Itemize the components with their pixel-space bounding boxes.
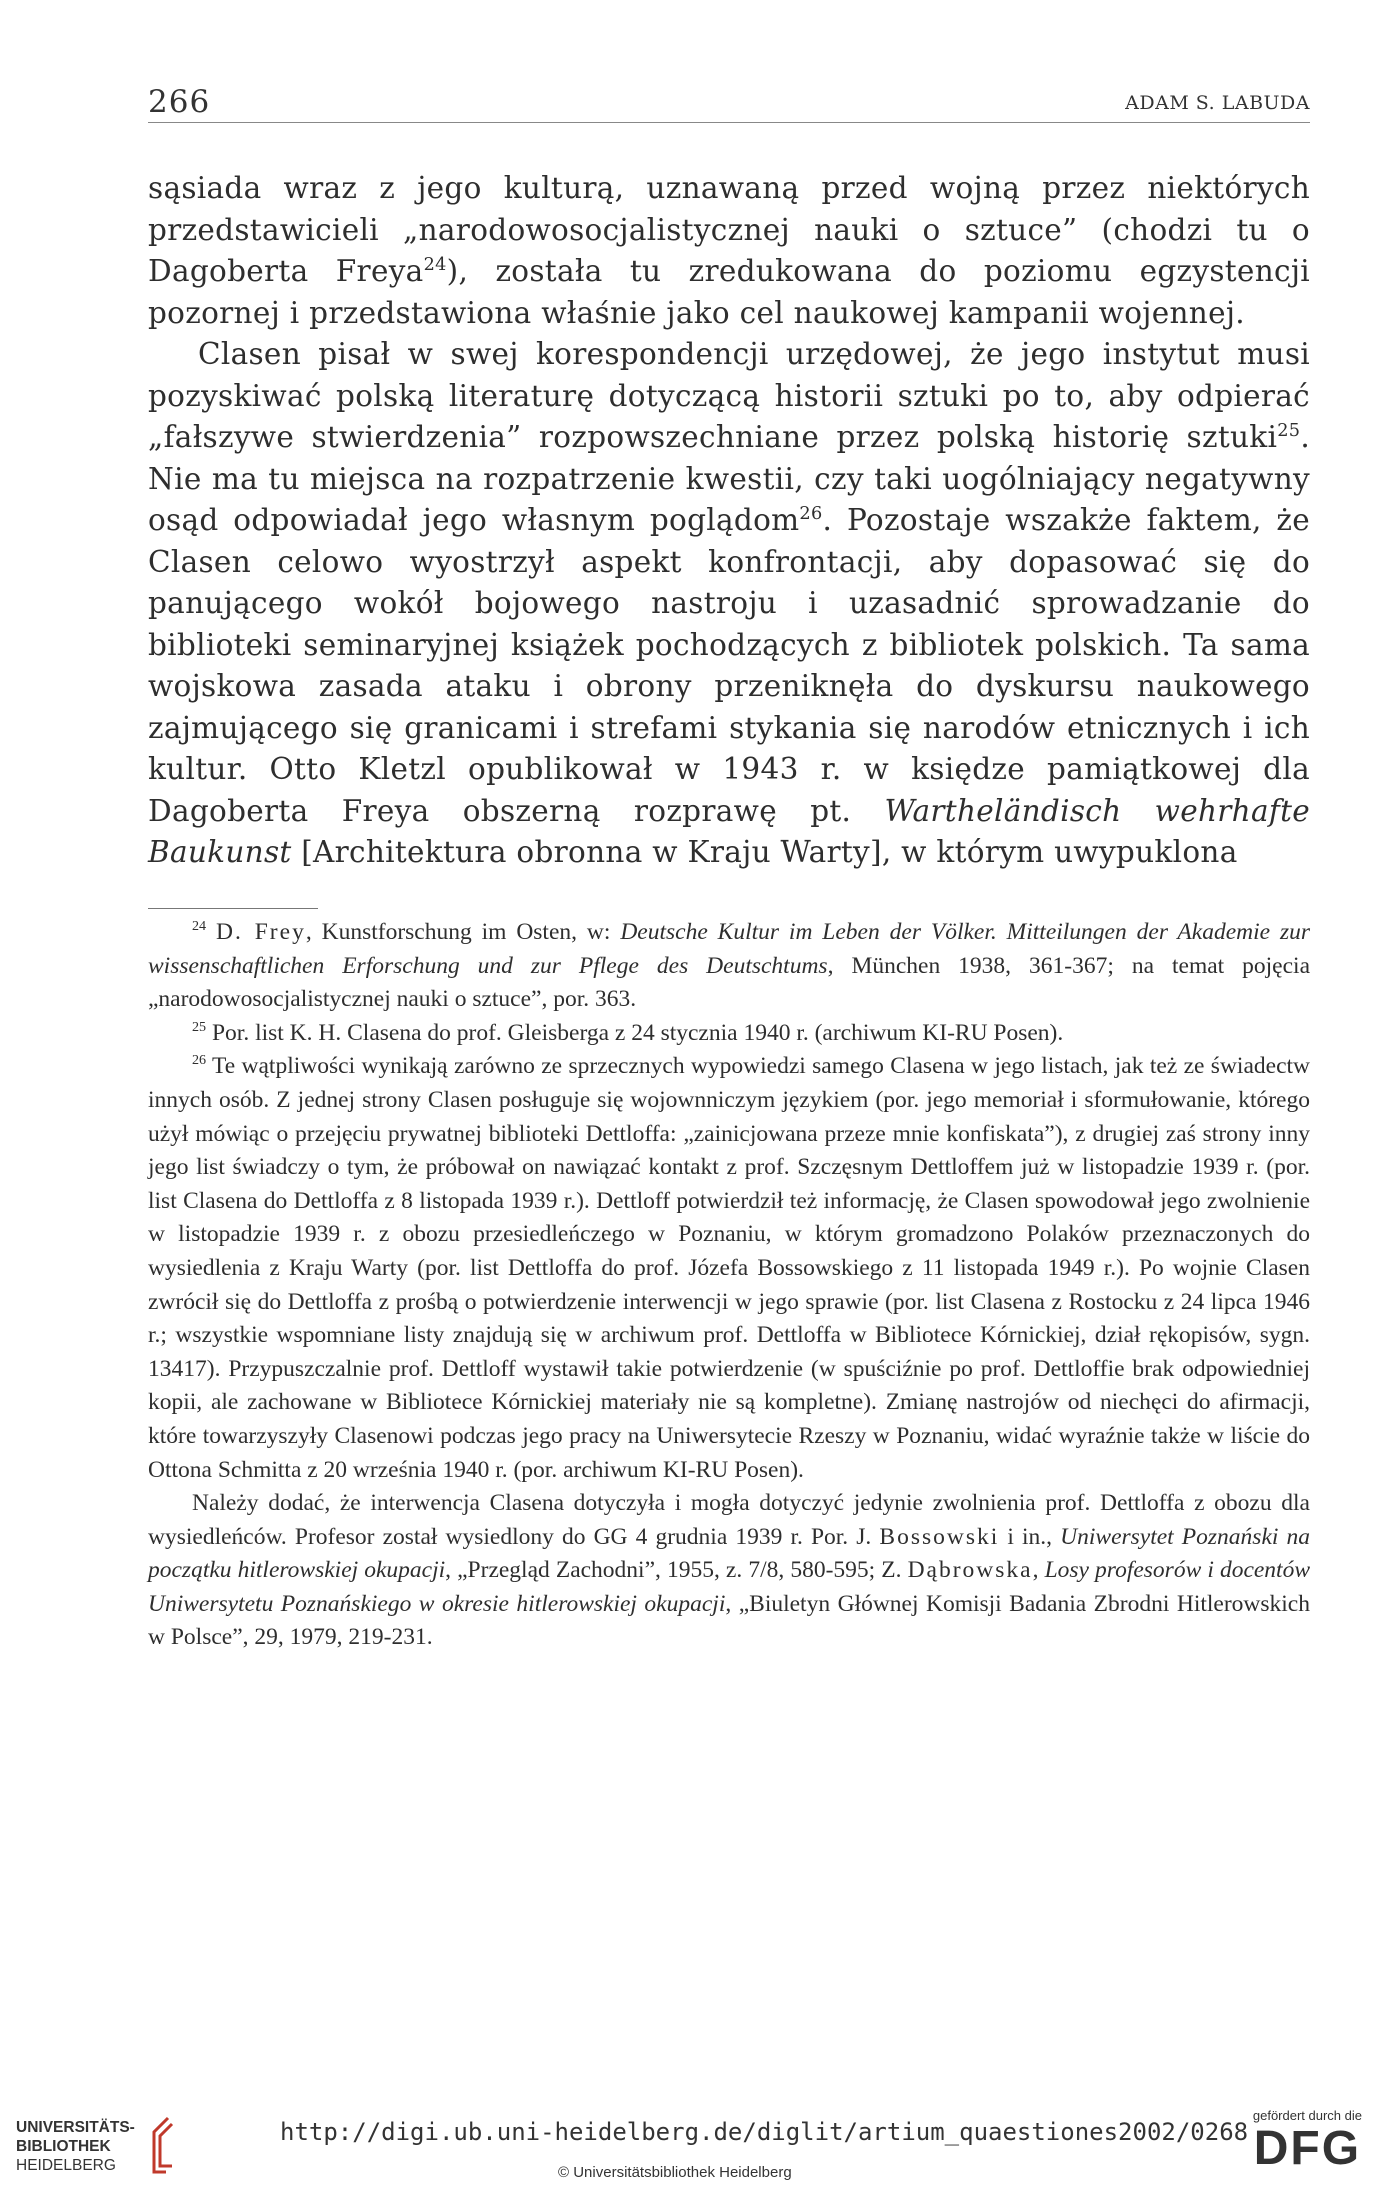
footnote-ref[interactable]: 24 [423,255,447,276]
footnote-26-continued: Należy dodać, że interwencja Clasena dotyczyła i mogła dotyczyć jedynie zwolnienia prof. Dettloffa z obozu dla wysiedleńców. Profesor został wysiedlony do GG 4 grudnia 1939 r. Por. J. Bossowski i in., Uniwersytet Poznański na początku hitlerowskiej okupacji, „Przegląd Zachodni”, 1955, z. 7/8, 580-595; Z. Dąbrowska, Losy profesorów i docentów Uniwersytetu Poznańskiego w okresie hitlerowskiej okupacji, „Biuletyn Głównej Komisji Badania Zbrodni Hitlerowskich w Polsce”, 29, 1979, 219-231. [148,1490,1311,1651]
paragraph: Clasen pisał w swej korespondencji urzędowej, że jego instytut musi pozyskiwać polską literaturę dotyczącą historii sztuki po to, aby odpierać „fałszywe stwierdzenia” rozpowszechniane przez polską historię sztuki$^{25}$. Nie ma tu miejsca na rozpatrzenie kwestii, czy taki uogólniający negatywny osąd odpowiadał jego własnym poglądom$^{26}$. Pozostaje wszakże faktem, że Clasen celowo wyostrzył aspekt konfrontacji, aby dopasować się do panującego wokół bojowego nastroju i uzasadnić sprowadzanie do biblioteki seminaryjnej książek pochodzących z bibliotek polskich. Ta sama wojskowa zasada ataku i obrony przeniknęła do dyskursu naukowego zajmującego się granicami i strefami stykania się narodów etnicznych i ich kultur. Otto Kletzl opublikował w 1943 r. w księdze pamiątkowej dla Dagoberta Freya obszerną rozprawę pt. Warthеländisch wehrhafte Baukunst [Architektura obronna w Kraju Warty], w którym uwypuklona [148,337,1310,869]
book-title: Warthеländisch wehrhafte Baukunst [148,793,1310,869]
page-number: 266 [148,84,211,120]
footnotes [148,916,1310,1655]
copyright-notice: © Universitätsbibliothek Heidelberg [558,2164,792,2181]
footnote-25: $^{25}$ Por. list K. H. Clasena do prof. Gleisberga z 24 stycznia 1940 r. (archiwum KI-RU Posen). [192,1018,1064,1046]
library-emblem-icon [146,2114,176,2180]
footnote-26: $^{26}$ Te wątpliwości wynikają zarówno ze sprzecznych wypowiedzi samego Clasena w jego listach, jak też ze świadectw innych osób. Z jednej strony Clasen posługuje się wojownniczym językiem (por. jego memoriał i sformułowanie, którego użył mówiąc o przejęciu prywatnej biblioteki Dettloffa: „zainicjowana przeze mnie konfiskata”), z drugiej zaś strony inny jego list świadczy o tym, że próbował on nawiązać kontakt z prof. Szczęsnym Dettloffem już w listopadzie 1939 r. (por. list Clasena do Dettloffa z 8 listopada 1939 r.). Dettloff potwierdził też informację, że Clasen spowodował jego zwolnienie w listopadzie 1939 r. z obozu przesiedleńczego w Poznaniu, w którym gromadzono Polaków przeznaczonych do wysiedlenia z Kraju Warty (por. list Dettloffa do prof. Józefa Bossowskiego z 11 listopada 1949 r.). Po wojnie Clasen zwrócił się do Dettloffa z prośbą o potwierdzenie interwencji w jego sprawie (por. list Clasena z Rostocku z 24 lipca 1946 r.; wszystkie wspomniane listy znajdują się w archiwum prof. Dettloffa w Bibliotece Kórnickiej, dział rękopisów, sygn. 13417). Przypuszczalnie prof. Dettloff wystawił takie potwierdzenie (w spuściźnie po prof. Dettloffie brak odpowiedniej kopii, ale zachowane w Bibliotece Kórnickiej materiały nie są kompletne). Zmianę nastrojów od niechęci do afirmacji, które towarzyszyły Clasenowi podczas jego pracy na Uniwersytecie Rzeszy w Poznaniu, widać wyraźnie także w liście do Ottona Schmitta z 20 września 1940 r. (por. archiwum KI-RU Posen). [148,1052,1310,1483]
header-rule [148,122,1310,123]
footer-bar [0,2100,1382,2197]
footnote-24: $^{24}$ D. Frey, Kunstforschung im Osten, w: Deutsche Kultur im Leben der Völker. Mitteilungen der Akademie zur wissenschaftlichen Erforschung und zur Pflege des Deutschtums, München 1938, 361-367; na temat pojęcia „narodowosocjalistycznej nauki o sztuce”, por. 363. [148,918,1311,1013]
dfg-logo: gefördert durch die DFG [1252,2108,1362,2175]
permalink-url[interactable]: http://digi.ub.uni-heidelberg.de/diglit/artium_quaestiones2002/0268 [280,2118,1249,2146]
body-text [148,168,1310,874]
footnote-ref[interactable]: 25 [1277,421,1301,442]
paragraph: sąsiada wraz z jego kulturą, uznawaną przed wojną przez niektórych przedstawicieli „narodowosocjalistycznej nauki o sztuce” (chodzi tu o Dagoberta Freya$^{24}$), została tu zredukowana do poziomu egzystencji pozornej i przedstawiona właśnie jako cel naukowej kampanii wojennej. [148,171,1310,330]
library-logo: UNIVERSITÄTS- BIBLIOTHEK HEIDELBERG [16,2119,135,2174]
footnote-rule [148,908,318,909]
running-head: ADAM S. LABUDA [1125,92,1310,114]
footnote-ref[interactable]: 26 [799,504,823,525]
